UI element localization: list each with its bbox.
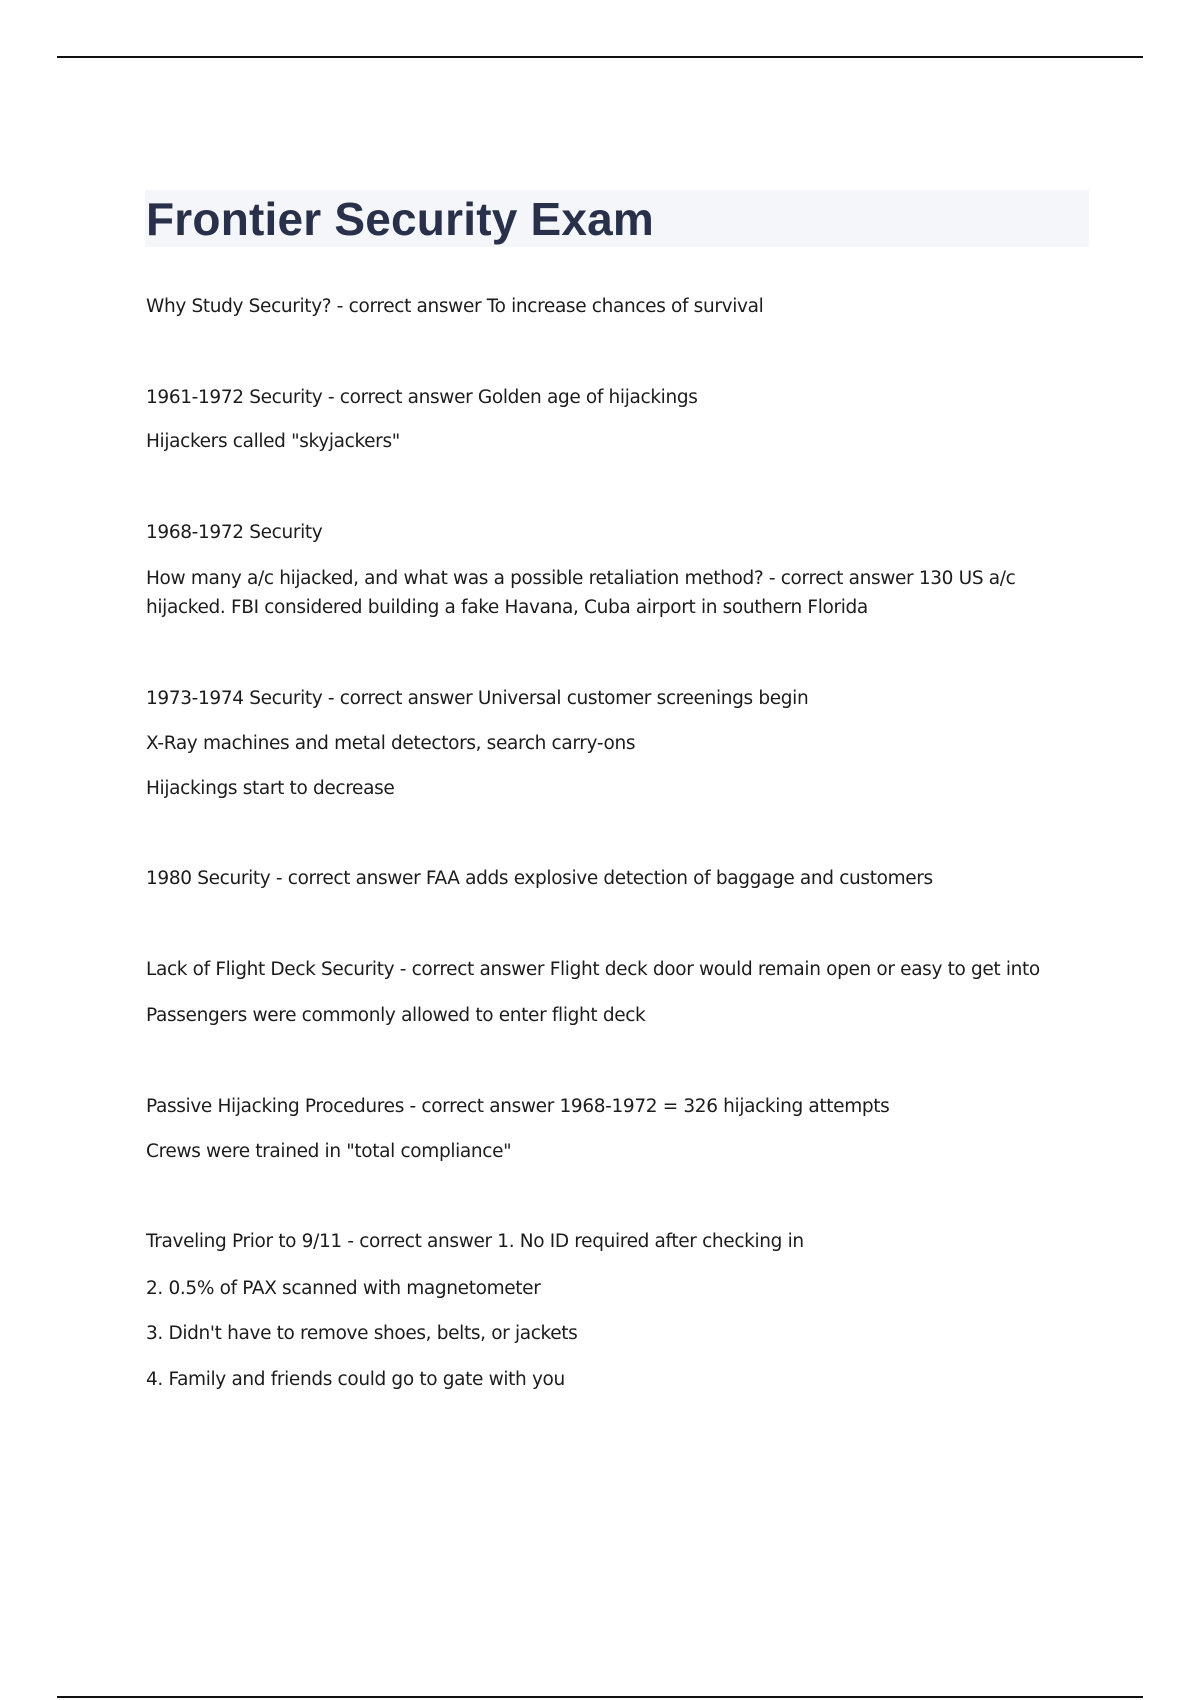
entry-prior-911-line-4: 4. Family and friends could go to gate with you <box>146 1369 565 1390</box>
entry-1973-1974-line-1: 1973-1974 Security - correct answer Universal customer screenings begin <box>146 688 809 709</box>
entry-1973-1974-line-2: X-Ray machines and metal detectors, search carry-ons <box>146 733 636 754</box>
entry-prior-911-line-3: 3. Didn't have to remove shoes, belts, or jackets <box>146 1323 578 1344</box>
top-rule <box>57 56 1143 58</box>
entry-1961-1972-line-2: Hijackers called "skyjackers" <box>146 431 400 452</box>
entry-passive-hijacking-line-2: Crews were trained in "total compliance" <box>146 1141 512 1162</box>
entry-flight-deck-line-1: Lack of Flight Deck Security - correct answer Flight deck door would remain open or easy to get into <box>146 959 1040 980</box>
entry-1968-1972-line-1: 1968-1972 Security <box>146 522 323 543</box>
entry-1973-1974-line-3: Hijackings start to decrease <box>146 778 395 799</box>
entry-1968-1972-line-2: How many a/c hijacked, and what was a possible retaliation method? - correct answer 130 US a/c hijacked. FBI considered building a fake Havana, Cuba airport in southern Florida <box>146 568 1016 618</box>
entry-prior-911-line-2: 2. 0.5% of PAX scanned with magnetometer <box>146 1278 541 1299</box>
entry-1961-1972-line-1: 1961-1972 Security - correct answer Golden age of hijackings <box>146 387 698 408</box>
entry-why-study-line-1: Why Study Security? - correct answer To increase chances of survival <box>146 296 764 317</box>
entry-prior-911-line-1: Traveling Prior to 9/11 - correct answer 1. No ID required after checking in <box>146 1231 804 1252</box>
document-title: Frontier Security Exam <box>146 193 655 245</box>
entry-flight-deck-line-2: Passengers were commonly allowed to enter flight deck <box>146 1005 646 1026</box>
entry-1980-line-1: 1980 Security - correct answer FAA adds explosive detection of baggage and customers <box>146 868 933 889</box>
bottom-rule <box>57 1696 1143 1698</box>
entry-passive-hijacking-line-1: Passive Hijacking Procedures - correct answer 1968-1972 = 326 hijacking attempts <box>146 1096 890 1117</box>
